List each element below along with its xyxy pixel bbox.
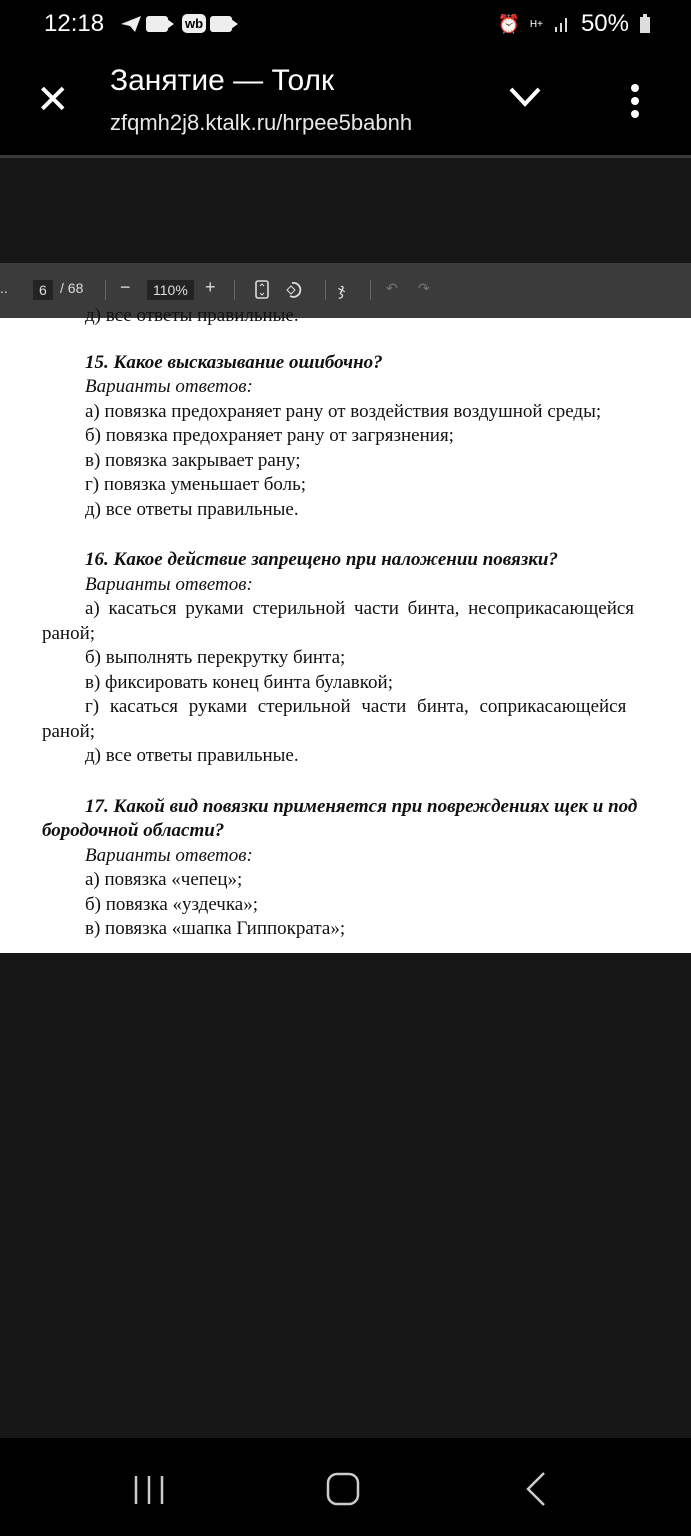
browser-app-bar	[0, 52, 691, 155]
separator	[325, 280, 326, 300]
wildberries-icon: wb	[182, 14, 206, 33]
page-title: Занятие — Толк	[110, 64, 335, 97]
option: г) повязка уменьшает боль;	[85, 474, 307, 495]
alarm-icon: ⏰	[497, 13, 520, 34]
chevron-down-icon[interactable]	[508, 86, 542, 108]
zoom-out-button[interactable]: −	[120, 277, 131, 297]
rotate-icon[interactable]	[285, 280, 305, 300]
home-icon[interactable]	[325, 1471, 361, 1507]
option: в) фиксировать конец бинта булавкой;	[85, 671, 393, 693]
draw-icon[interactable]: ჯ	[338, 282, 346, 299]
redo-icon[interactable]: ↷	[418, 280, 430, 296]
battery-level: 50%	[580, 10, 629, 37]
question-title: 17. Какой вид повязки применяется при повреждениях щек и под	[85, 795, 638, 817]
fit-page-icon[interactable]	[255, 280, 269, 300]
option: в) повязка «шапка Гиппократа»;	[85, 918, 346, 939]
clock: 12:18	[44, 10, 105, 37]
zoom-level-input[interactable]: 110%	[147, 280, 194, 300]
close-icon[interactable]: ✕	[36, 78, 70, 122]
page-number-input[interactable]: 6	[33, 280, 53, 300]
option-cont: раной;	[42, 720, 96, 742]
battery-charging-icon	[639, 14, 651, 34]
divider	[0, 155, 691, 158]
separator	[234, 280, 235, 300]
cut-line: д) все ответы правильные.	[85, 305, 299, 326]
pdf-page	[0, 305, 691, 953]
separator	[370, 280, 371, 300]
video-call-icon	[146, 16, 168, 32]
status-bar	[0, 0, 691, 52]
option: д) все ответы правильные.	[85, 745, 299, 766]
option: а) касаться руками стерильной части бинта, несоприкасающейся	[85, 598, 635, 619]
undo-icon[interactable]: ↶	[386, 280, 398, 296]
variants-label: Варианты ответов:	[85, 844, 253, 866]
navigation-bar	[0, 1438, 691, 1536]
option: д) все ответы правильные.	[85, 498, 299, 520]
question-title: 16. Какое действие запрещено при наложении повязки?	[85, 549, 558, 570]
option: а) повязка предохраняет рану от воздействия воздушной среды;	[85, 400, 602, 422]
variants-label: Варианты ответов:	[85, 376, 253, 397]
zoom-in-button[interactable]: +	[205, 277, 216, 297]
question-title-cont: бородочной области?	[42, 820, 225, 841]
option: г) касаться руками стерильной части бинта, соприкасающейся	[85, 696, 627, 717]
page-total: / 68	[60, 280, 84, 296]
option: б) повязка «уздечка»;	[85, 893, 259, 915]
variants-label: Варианты ответов:	[85, 573, 253, 595]
recents-icon[interactable]	[133, 1474, 167, 1506]
option: б) выполнять перекрутку бинта;	[85, 647, 346, 668]
video-call-icon-2	[210, 16, 232, 32]
more-vert-icon[interactable]	[620, 82, 650, 122]
separator	[105, 280, 106, 300]
option-cont: раной;	[42, 622, 96, 644]
question-title: 15. Какое высказывание ошибочно?	[85, 351, 383, 373]
telegram-icon	[120, 15, 142, 33]
url-text[interactable]: zfqmh2j8.ktalk.ru/hrpee5babnh	[110, 110, 413, 135]
option: в) повязка закрывает рану;	[85, 449, 301, 471]
option: б) повязка предохраняет рану от загрязнения;	[85, 425, 454, 446]
more-button[interactable]: ..	[0, 280, 8, 296]
network-type: H+	[529, 18, 543, 30]
option: а) повязка «чепец»;	[85, 869, 243, 890]
back-icon[interactable]	[524, 1471, 548, 1507]
signal-icon	[553, 15, 571, 33]
